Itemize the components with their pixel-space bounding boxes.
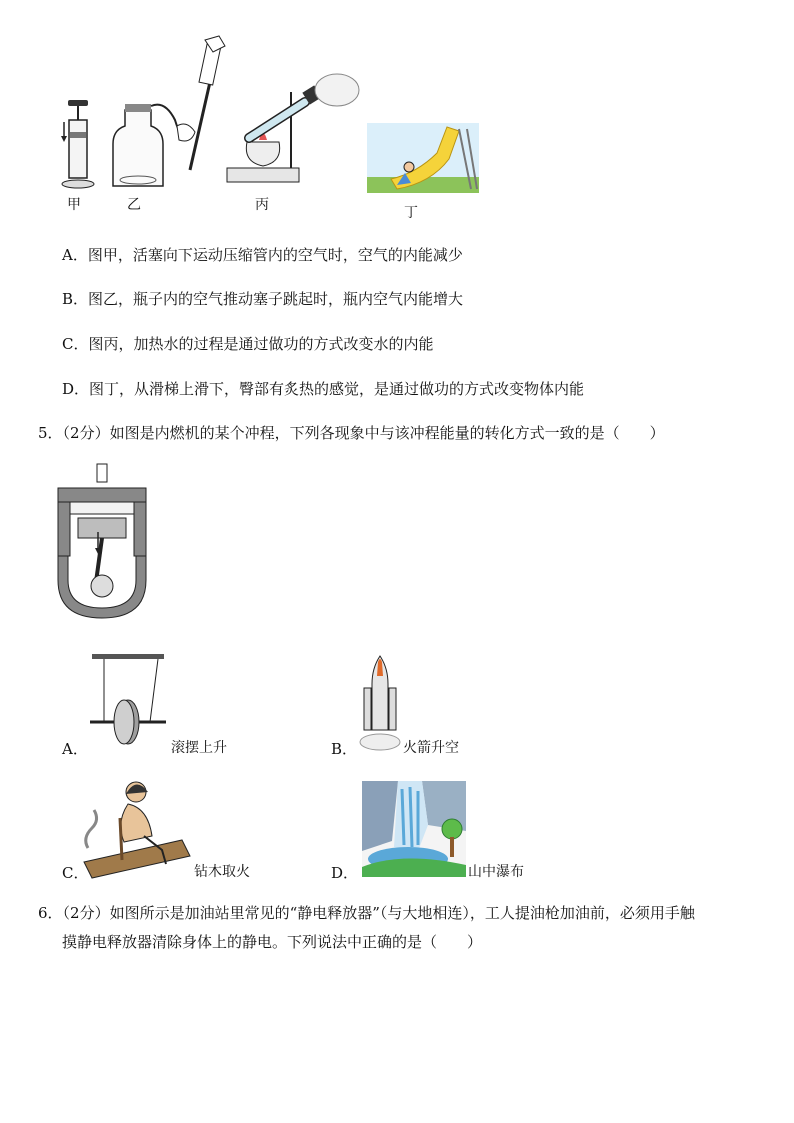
bottle-pump-icon (105, 40, 225, 190)
q4-option-b: B．图乙，瓶子内的空气推动塞子跳起时，瓶内空气内能增大 (62, 290, 464, 308)
engine-stroke-icon (52, 462, 152, 622)
rocket-icon (356, 654, 404, 754)
pendulum-wheel-icon (90, 654, 166, 746)
q5-option-c-caption: 钻木取火 (194, 864, 250, 880)
q5-option-d-letter: D． (331, 864, 359, 882)
slide-icon (367, 123, 479, 193)
q6-stem-line1: 6．（2分）如图所示是加油站里常见的“静电释放器”（与大地相连），工人提油枪加油前，必须用手触 (38, 904, 695, 922)
pump-cylinder-icon (58, 100, 98, 190)
q5-option-a-letter: A． (62, 740, 88, 758)
figure-label-jia: 甲 (67, 197, 81, 213)
q5-option-d-caption: 山中瀑布 (468, 864, 524, 880)
q6-stem-line2: 摸静电释放器清除身体上的静电。下列说法中正确的是（ ） (62, 933, 483, 951)
fire-drilling-icon (82, 778, 192, 878)
figure-label-yi: 乙 (127, 197, 141, 213)
q5-option-b-caption: 火箭升空 (403, 740, 459, 756)
figure-label-bing: 丙 (255, 197, 269, 213)
q5-stem: 5．（2分）如图是内燃机的某个冲程，下列各现象中与该冲程能量的转化方式一致的是（ ） (38, 424, 665, 442)
test-tube-burner-icon (225, 42, 365, 192)
q5-option-a-caption: 滚摆上升 (171, 740, 227, 756)
waterfall-icon (362, 781, 466, 877)
q4-option-c: C．图丙，加热水的过程是通过做功的方式改变水的内能 (62, 335, 434, 353)
q4-option-a: A．图甲，活塞向下运动压缩管内的空气时，空气的内能减少 (62, 246, 463, 264)
q5-option-c-letter: C． (62, 864, 89, 882)
figure-label-ding: 丁 (404, 205, 418, 221)
q5-option-b-letter: B． (331, 740, 358, 758)
q4-option-d: D．图丁，从滑梯上滑下，臀部有炙热的感觉，是通过做功的方式改变物体内能 (62, 380, 585, 398)
